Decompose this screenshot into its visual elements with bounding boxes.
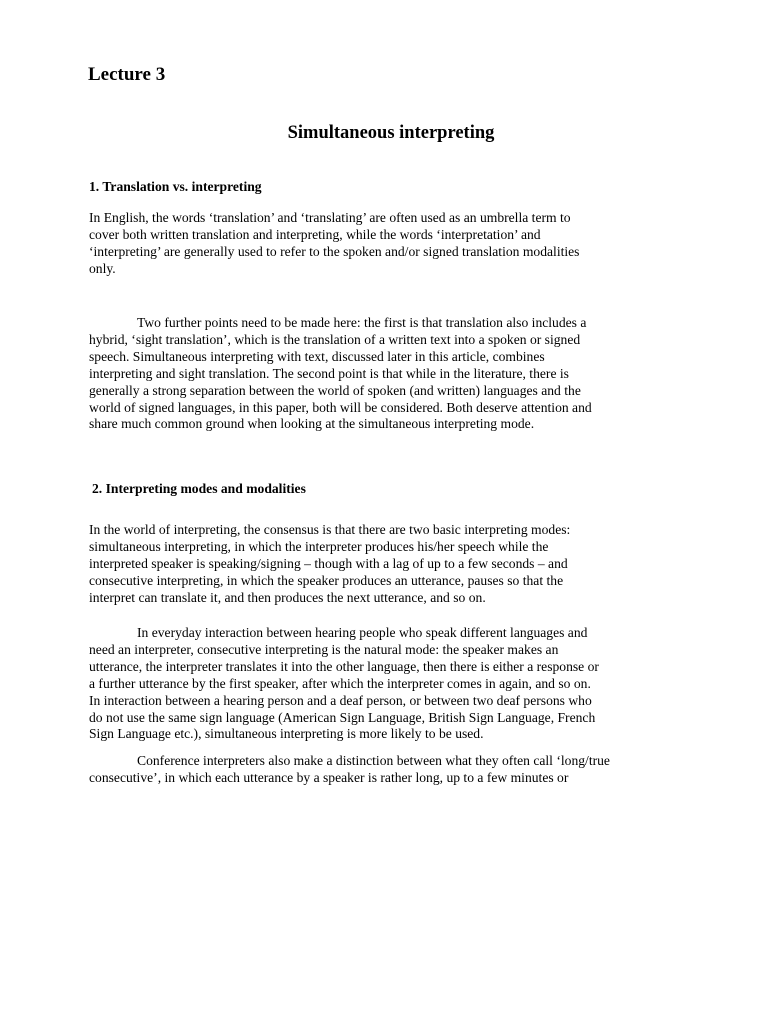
text-line: simultaneous interpreting, in which the interpreter produces his/her speech while the bbox=[89, 538, 549, 554]
paragraph-1-1 bbox=[89, 210, 689, 278]
text-line: generally a strong separation between the world of spoken (and written) languages and the bbox=[89, 382, 581, 398]
section-heading-2: 2. Interpreting modes and modalities bbox=[92, 481, 306, 496]
section-heading-1: 1. Translation vs. interpreting bbox=[89, 179, 262, 194]
text-line: Two further points need to be made here: the first is that translation also includes a bbox=[137, 315, 587, 330]
paragraph-2-2 bbox=[89, 625, 689, 743]
paragraph-2-3 bbox=[89, 753, 689, 787]
document-title: Simultaneous interpreting bbox=[287, 123, 495, 143]
text-line: In the world of interpreting, the consensus is that there are two basic interpreting modes: bbox=[89, 522, 571, 537]
text-line: interpreting and sight translation. The second point is that while in the literature, there is bbox=[89, 365, 569, 381]
text-line: consecutive’, in which each utterance by a speaker is rather long, up to a few minutes or bbox=[89, 769, 569, 785]
paragraph-2-1 bbox=[89, 522, 689, 607]
text-line: speech. Simultaneous interpreting with text, discussed later in this article, combines bbox=[89, 348, 545, 364]
text-line: utterance, the interpreter translates it into the other language, then there is either a response or bbox=[89, 658, 599, 674]
text-line: need an interpreter, consecutive interpreting is the natural mode: the speaker makes an bbox=[89, 641, 559, 657]
paragraph-1-2 bbox=[89, 315, 689, 433]
text-line: interpreted speaker is speaking/signing – though with a lag of up to a few seconds – and bbox=[89, 555, 568, 571]
text-line: share much common ground when looking at the simultaneous interpreting mode. bbox=[89, 416, 535, 432]
text-line: only. bbox=[89, 260, 116, 276]
lecture-label: Lecture 3 bbox=[88, 64, 166, 85]
text-line: interpret can translate it, and then produces the next utterance, and so on. bbox=[89, 589, 486, 605]
text-line: cover both written translation and interpreting, while the words ‘interpretation’ and bbox=[89, 226, 541, 242]
text-line: consecutive interpreting, in which the speaker produces an utterance, pauses so that the bbox=[89, 572, 564, 588]
text-line: In everyday interaction between hearing people who speak different languages and bbox=[137, 625, 588, 640]
text-line: In interaction between a hearing person and a deaf person, or between two deaf persons who bbox=[89, 692, 592, 708]
text-line: world of signed languages, in this paper, both will be considered. Both deserve attention and bbox=[89, 399, 592, 415]
text-line: ‘interpreting’ are generally used to refer to the spoken and/or signed translation modalities bbox=[89, 243, 580, 259]
text-line: Sign Language etc.), simultaneous interpreting is more likely to be used. bbox=[89, 726, 484, 742]
text-line: hybrid, ‘sight translation’, which is the translation of a written text into a spoken or signed bbox=[89, 331, 581, 347]
text-line: a further utterance by the first speaker, after which the interpreter comes in again, and so on. bbox=[89, 675, 591, 691]
text-line: Conference interpreters also make a distinction between what they often call ‘long/true bbox=[137, 753, 610, 768]
text-line: In English, the words ‘translation’ and ‘translating’ are often used as an umbrella term to bbox=[89, 210, 571, 225]
text-line: do not use the same sign language (American Sign Language, British Sign Language, French bbox=[89, 709, 596, 725]
